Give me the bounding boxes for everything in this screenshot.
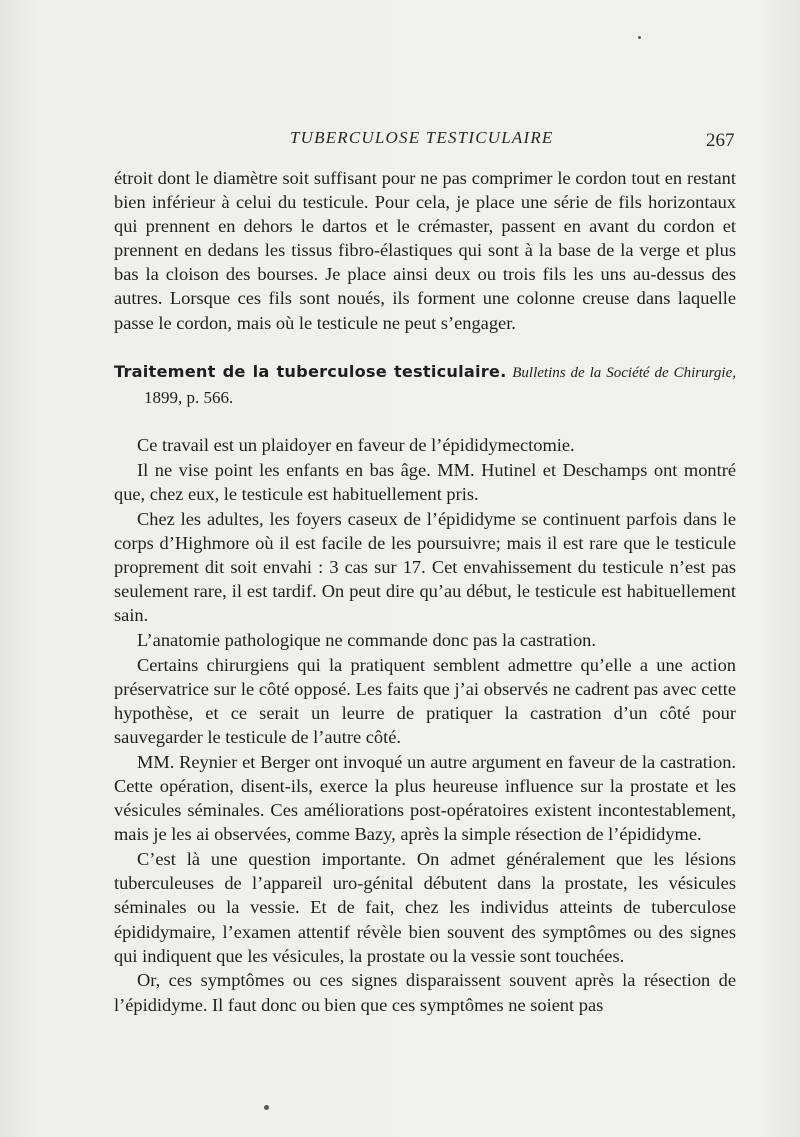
print-speck (264, 1105, 269, 1110)
paragraph: Certains chirurgiens qui la pratiquent semblent admettre qu’elle a une action préservatrice sur le côté opposé. Les faits que j’ai observés ne cadrent pas avec cette hypothèse, et ce serait un leurre de pratiquer la castration d’un côté pour sauvegarder le testicule de l’autre côté. (114, 654, 736, 748)
paragraph: MM. Reynier et Berger ont invoqué un autre argument en faveur de la castration. Cette opération, disent-ils, exerce la plus heureuse influence sur la prostate et les vésicules séminales. Ces améliorations post-opératoires existent incontestablement, mais je les ai observées, comme Bazy, après la simple résection de l’épididyme. (114, 752, 736, 845)
opening-paragraph: étroit dont le diamètre soit suffisant pour ne pas comprimer le cordon tout en restant bien inférieur à celui du testicule. Pour cela, je place une série de fils horizontaux qui prennent en dehors le dartos et le crémaster, passent en avant du cordon et prennent en dedans les tissus fibro-élastiques qui sont à la base de la verge et plus bas la cloison des bourses. Je place ainsi deux ou trois fils les uns au-dessus des autres. Lorsque ces fils sont noués, ils forment une colonne creuse dans laquelle passe le cordon, mais où le testicule ne peut s’engager. (114, 168, 736, 333)
page-number: 267 (706, 130, 735, 151)
paragraph: Or, ces symptômes ou ces signes disparaissent souvent après la résection de l’épididyme. Il faut donc ou bien que ces symptômes ne soient pas (114, 970, 736, 1015)
page-header (0, 128, 800, 158)
citation-source: Bulletins de la Société de Chirurgie, (512, 364, 736, 381)
print-speck (638, 36, 641, 39)
running-title: TUBERCULOSE TESTICULAIRE (290, 128, 554, 147)
paragraph: Ce travail est un plaidoyer en faveur de l’épididymectomie. (137, 434, 575, 455)
paragraph: L’anatomie pathologique ne commande donc pas la castration. (137, 629, 596, 650)
citation (114, 359, 736, 410)
citation-reference: 1899, p. 566. (144, 387, 234, 407)
page-body (114, 166, 736, 1017)
paragraph: Il ne vise point les enfants en bas âge. MM. Hutinel et Deschamps ont montré que, chez eux, le testicule est habituellement pris. (114, 459, 736, 504)
citation-title: Traitement de la tuberculose testiculaire. (114, 361, 507, 381)
paragraph: C’est là une question importante. On admet généralement que les lésions tuberculeuses de l’appareil uro-génital débutent dans la prostate, les vésicules séminales ou la vessie. Et de fait, chez les individus atteints de tuberculose épididymaire, l’examen attentif révèle bien souvent des symptômes ou des signes qui indiquent que les vésicules, la prostate ou la vessie sont touchées. (114, 849, 736, 966)
paragraph: Chez les adultes, les foyers caseux de l’épididyme se continuent parfois dans le corps d’Highmore où il est facile de les poursuivre; mais il est rare que le testicule proprement dit soit envahi : 3 cas sur 17. Cet envahissement du testicule n’est pas seulement rare, il est tardif. On peut dire qu’au début, le testicule est habituellement sain. (114, 508, 736, 626)
